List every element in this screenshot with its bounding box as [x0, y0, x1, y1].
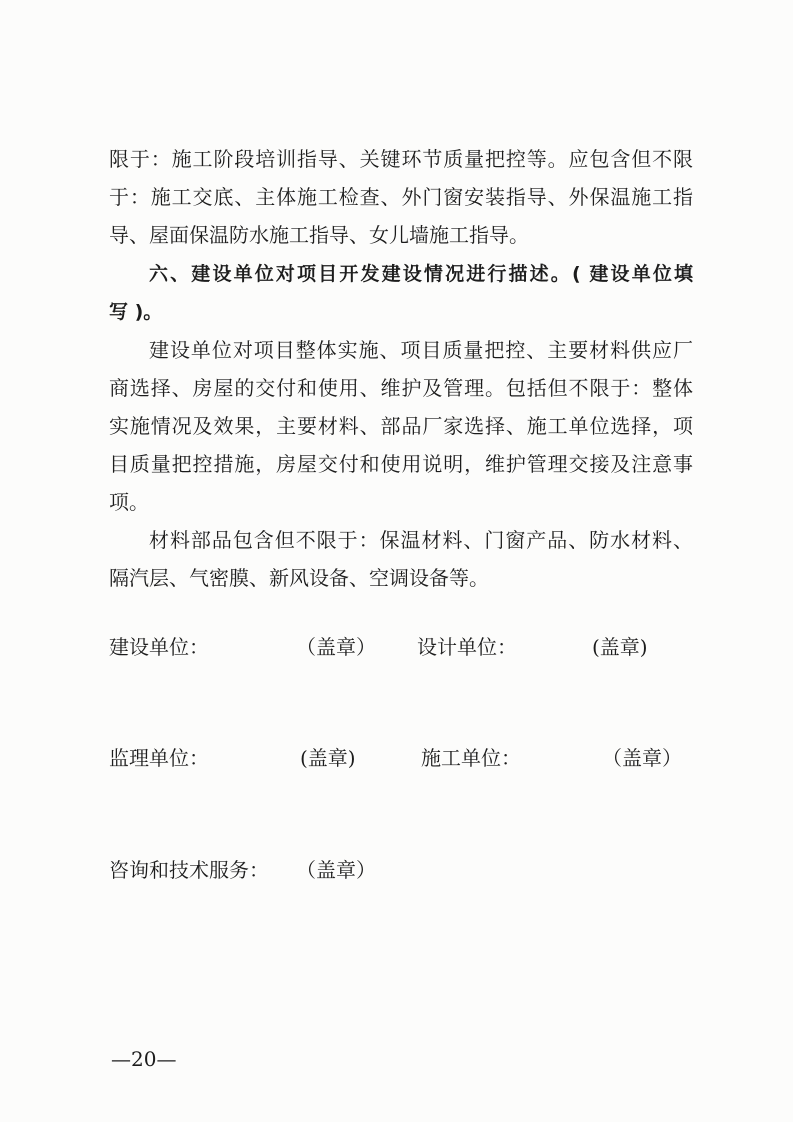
body-text-line: 限于：施工阶段培训指导、关键环节质量把控等。应包含但不限	[109, 147, 693, 171]
body-text-line: 商选择、房屋的交付和使用、维护及管理。包括但不限于：整体	[109, 376, 693, 400]
construction-unit-label: 建设单位：	[109, 635, 209, 659]
builder-unit-label: 施工单位：	[421, 746, 521, 770]
body-text-line: 建设单位对项目整体实施、项目质量把控、主要材料供应厂	[149, 338, 693, 362]
design-seal-label: (盖章)	[592, 635, 648, 659]
page-number: —20—	[111, 1047, 177, 1071]
body-text-line: 材料部品包含但不限于：保温材料、门窗产品、防水材料、	[149, 528, 693, 552]
consulting-seal-label: （盖章）	[296, 858, 376, 882]
body-text-line: 项。	[109, 490, 149, 514]
section-heading-line: 写 )。	[109, 301, 163, 323]
consulting-unit-label: 咨询和技术服务：	[109, 858, 269, 882]
body-text-line: 隔汽层、气密膜、新风设备、空调设备等。	[109, 566, 489, 590]
supervision-unit-label: 监理单位：	[109, 746, 209, 770]
builder-seal-label: （盖章）	[602, 746, 682, 770]
supervision-seal-label: (盖章)	[300, 746, 356, 770]
body-text-line: 于：施工交底、主体施工检查、外门窗安装指导、外保温施工指	[109, 185, 693, 209]
design-unit-label: 设计单位：	[417, 635, 517, 659]
section-heading-line: 六、建设单位对项目开发建设情况进行描述。( 建设单位填	[149, 263, 693, 285]
body-text-line: 导、屋面保温防水施工指导、女儿墙施工指导。	[109, 223, 529, 247]
body-text-line: 实施情况及效果，主要材料、部品厂家选择、施工单位选择，项	[109, 414, 693, 438]
construction-seal-label: （盖章）	[296, 635, 376, 659]
body-text-line: 目质量把控措施，房屋交付和使用说明，维护管理交接及注意事	[109, 452, 693, 476]
